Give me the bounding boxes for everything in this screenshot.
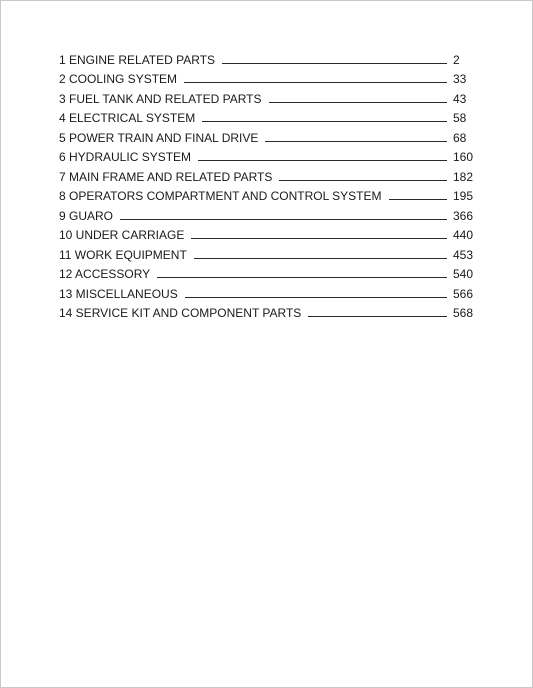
toc-leader-line (191, 238, 447, 239)
toc-leader-line (198, 160, 447, 161)
toc-entry-page: 453 (453, 247, 474, 262)
toc-leader-line (308, 316, 447, 317)
toc-entry-page: 182 (453, 169, 474, 184)
toc-entry-title: 8 OPERATORS COMPARTMENT AND CONTROL SYSTEM (59, 189, 382, 203)
toc-entry[interactable] (59, 164, 479, 184)
toc-entry[interactable] (59, 223, 479, 243)
toc-leader-line (389, 199, 448, 200)
toc-entry-title: 13 MISCELLANEOUS (59, 286, 178, 301)
toc-leader-line (202, 121, 447, 122)
toc-entry-page: 160 (453, 150, 474, 164)
toc-entry-title: 12 ACCESSORY (59, 267, 151, 281)
toc-entry[interactable] (59, 301, 479, 321)
toc-leader-line (269, 102, 448, 103)
toc-entry-title: 5 POWER TRAIN AND FINAL DRIVE (59, 130, 259, 145)
toc-leader-line (184, 82, 447, 83)
toc-entry[interactable] (59, 67, 479, 87)
toc-entry-page: 440 (453, 228, 474, 242)
toc-entry[interactable] (59, 125, 479, 145)
toc-entry-title: 11 WORK EQUIPMENT (59, 247, 187, 262)
toc-entry[interactable] (59, 203, 479, 223)
toc-entry-title: 2 COOLING SYSTEM (59, 72, 178, 86)
toc-leader-line (279, 180, 447, 181)
toc-entry-title: 3 FUEL TANK AND RELATED PARTS (59, 91, 262, 106)
toc-entry[interactable] (59, 184, 479, 204)
toc-entry-title: 6 HYDRAULIC SYSTEM (59, 150, 192, 164)
toc-entry-page: 68 (453, 130, 467, 145)
toc-entry-title: 4 ELECTRICAL SYSTEM (59, 111, 196, 125)
toc-leader-line (222, 63, 447, 64)
toc-entry[interactable] (59, 86, 479, 106)
toc-leader-line (194, 258, 447, 259)
toc-entry-page: 566 (453, 286, 474, 301)
toc-entry[interactable] (59, 281, 479, 301)
toc-entry-page: 366 (453, 208, 474, 223)
toc-entry-title: 9 GUARO (59, 208, 114, 223)
toc-entry[interactable] (59, 145, 479, 165)
toc-entry[interactable] (59, 242, 479, 262)
toc-entry-page: 540 (453, 267, 474, 281)
toc-leader-line (265, 141, 447, 142)
toc-entry-page: 33 (453, 72, 467, 86)
toc-entry-page: 58 (453, 111, 467, 125)
toc-entry[interactable] (59, 47, 479, 67)
toc-entry[interactable] (59, 106, 479, 126)
toc-entry[interactable] (59, 262, 479, 282)
toc-entry-page: 195 (453, 189, 474, 203)
toc-entry-page: 43 (453, 91, 467, 106)
toc-entry-page: 2 (453, 52, 460, 67)
toc-entry-title: 7 MAIN FRAME AND RELATED PARTS (59, 169, 273, 184)
toc-entry-title: 10 UNDER CARRIAGE (59, 228, 185, 242)
toc-entry-title: 14 SERVICE KIT AND COMPONENT PARTS (59, 306, 302, 320)
toc-entry-page: 568 (453, 306, 474, 320)
toc-leader-line (157, 277, 447, 278)
table-of-contents (59, 47, 479, 320)
toc-entry-title: 1 ENGINE RELATED PARTS (59, 52, 216, 67)
toc-leader-line (185, 297, 447, 298)
toc-leader-line (120, 219, 447, 220)
